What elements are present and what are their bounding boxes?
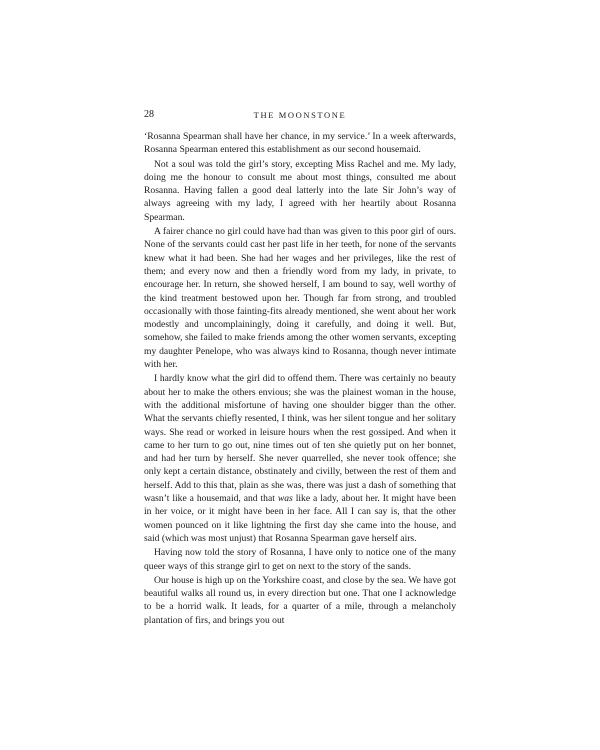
body-text (144, 130, 456, 627)
paragraph-2: Not a soul was told the girl’s story, excepting Miss Rachel and me. My lady, doing me the honour to consult me about most things, consulted me about Rosanna. Having fallen a good deal latterly into the late Sir John’s way of always agreeing with my lady, I agreed with her heartily about Rosanna Spearman. (144, 158, 456, 223)
paragraph-5: Having now told the story of Rosanna, I have only to notice one of the many queer ways of this strange girl to get on next to the story of the sands. (144, 547, 456, 572)
paragraph-4-italic-word: was (277, 493, 293, 505)
paragraph-4 (144, 372, 456, 545)
paragraph-1: ‘Rosanna Spearman shall have her chance, in my service.’ In a week afterwards, Rosanna Spearman entered this establishment as our second housemaid. (144, 131, 456, 156)
book-page (144, 108, 456, 627)
book-title: THE MOONSTONE (253, 110, 347, 120)
paragraph-3: A fairer chance no girl could have had than was given to this poor girl of ours. None of the servants could cast her past life in her teeth, for none of the servants knew what it had been. She had her wages and her privileges, like the rest of them; and every now and then a friendly word from my lady, in private, to encourage her. In return, she showed herself, I am bound to say, well worthy of the kind treatment bestowed upon her. Though far from strong, and troubled occasionally with those fainting-fits already mentioned, she went about her work modestly and uncomplainingly, doing it carefully, and doing it well. But, somehow, she failed to make friends among the other women servants, excepting my daughter Penelope, who was always kind to Rosanna, though never intimate with her. (144, 226, 456, 371)
paragraph-4-part-2: like a lady, about her. It might have been in her voice, or it might have been in her face. All I can say is, that the other women pounced on it like lightning the first day she came into the house, and said (which was most unjust) that Rosanna Spearman gave herself airs. (144, 493, 456, 544)
running-head (144, 108, 456, 122)
page-number: 28 (144, 109, 154, 120)
paragraph-6: Our house is high up on the Yorkshire coast, and close by the sea. We have got beautiful walks all round us, in every direction but one. That one I acknowledge to be a horrid walk. It leads, for a quarter of a mile, through a melancholy plantation of firs, and brings you out (144, 574, 456, 626)
paragraph-4-part-1: I hardly know what the girl did to offend them. There was certainly no beauty about her to make the others envious; she was the plainest woman in the house, with the additional misfortune of having one shoulder bigger than the other. What the servants chiefly resented, I think, was her silent tongue and her solitary ways. She read or worked in leisure hours when the rest gossiped. And when it came to her turn to go out, nine times out of ten she quietly put on her bonnet, and had her turn by herself. She never quarrelled, she never took offence; she only kept a certain distance, obstinately and civilly, between the rest of them and herself. Add to this that, plain as she was, there was just a dash of something that wasn’t like a housemaid, and that (144, 373, 456, 505)
